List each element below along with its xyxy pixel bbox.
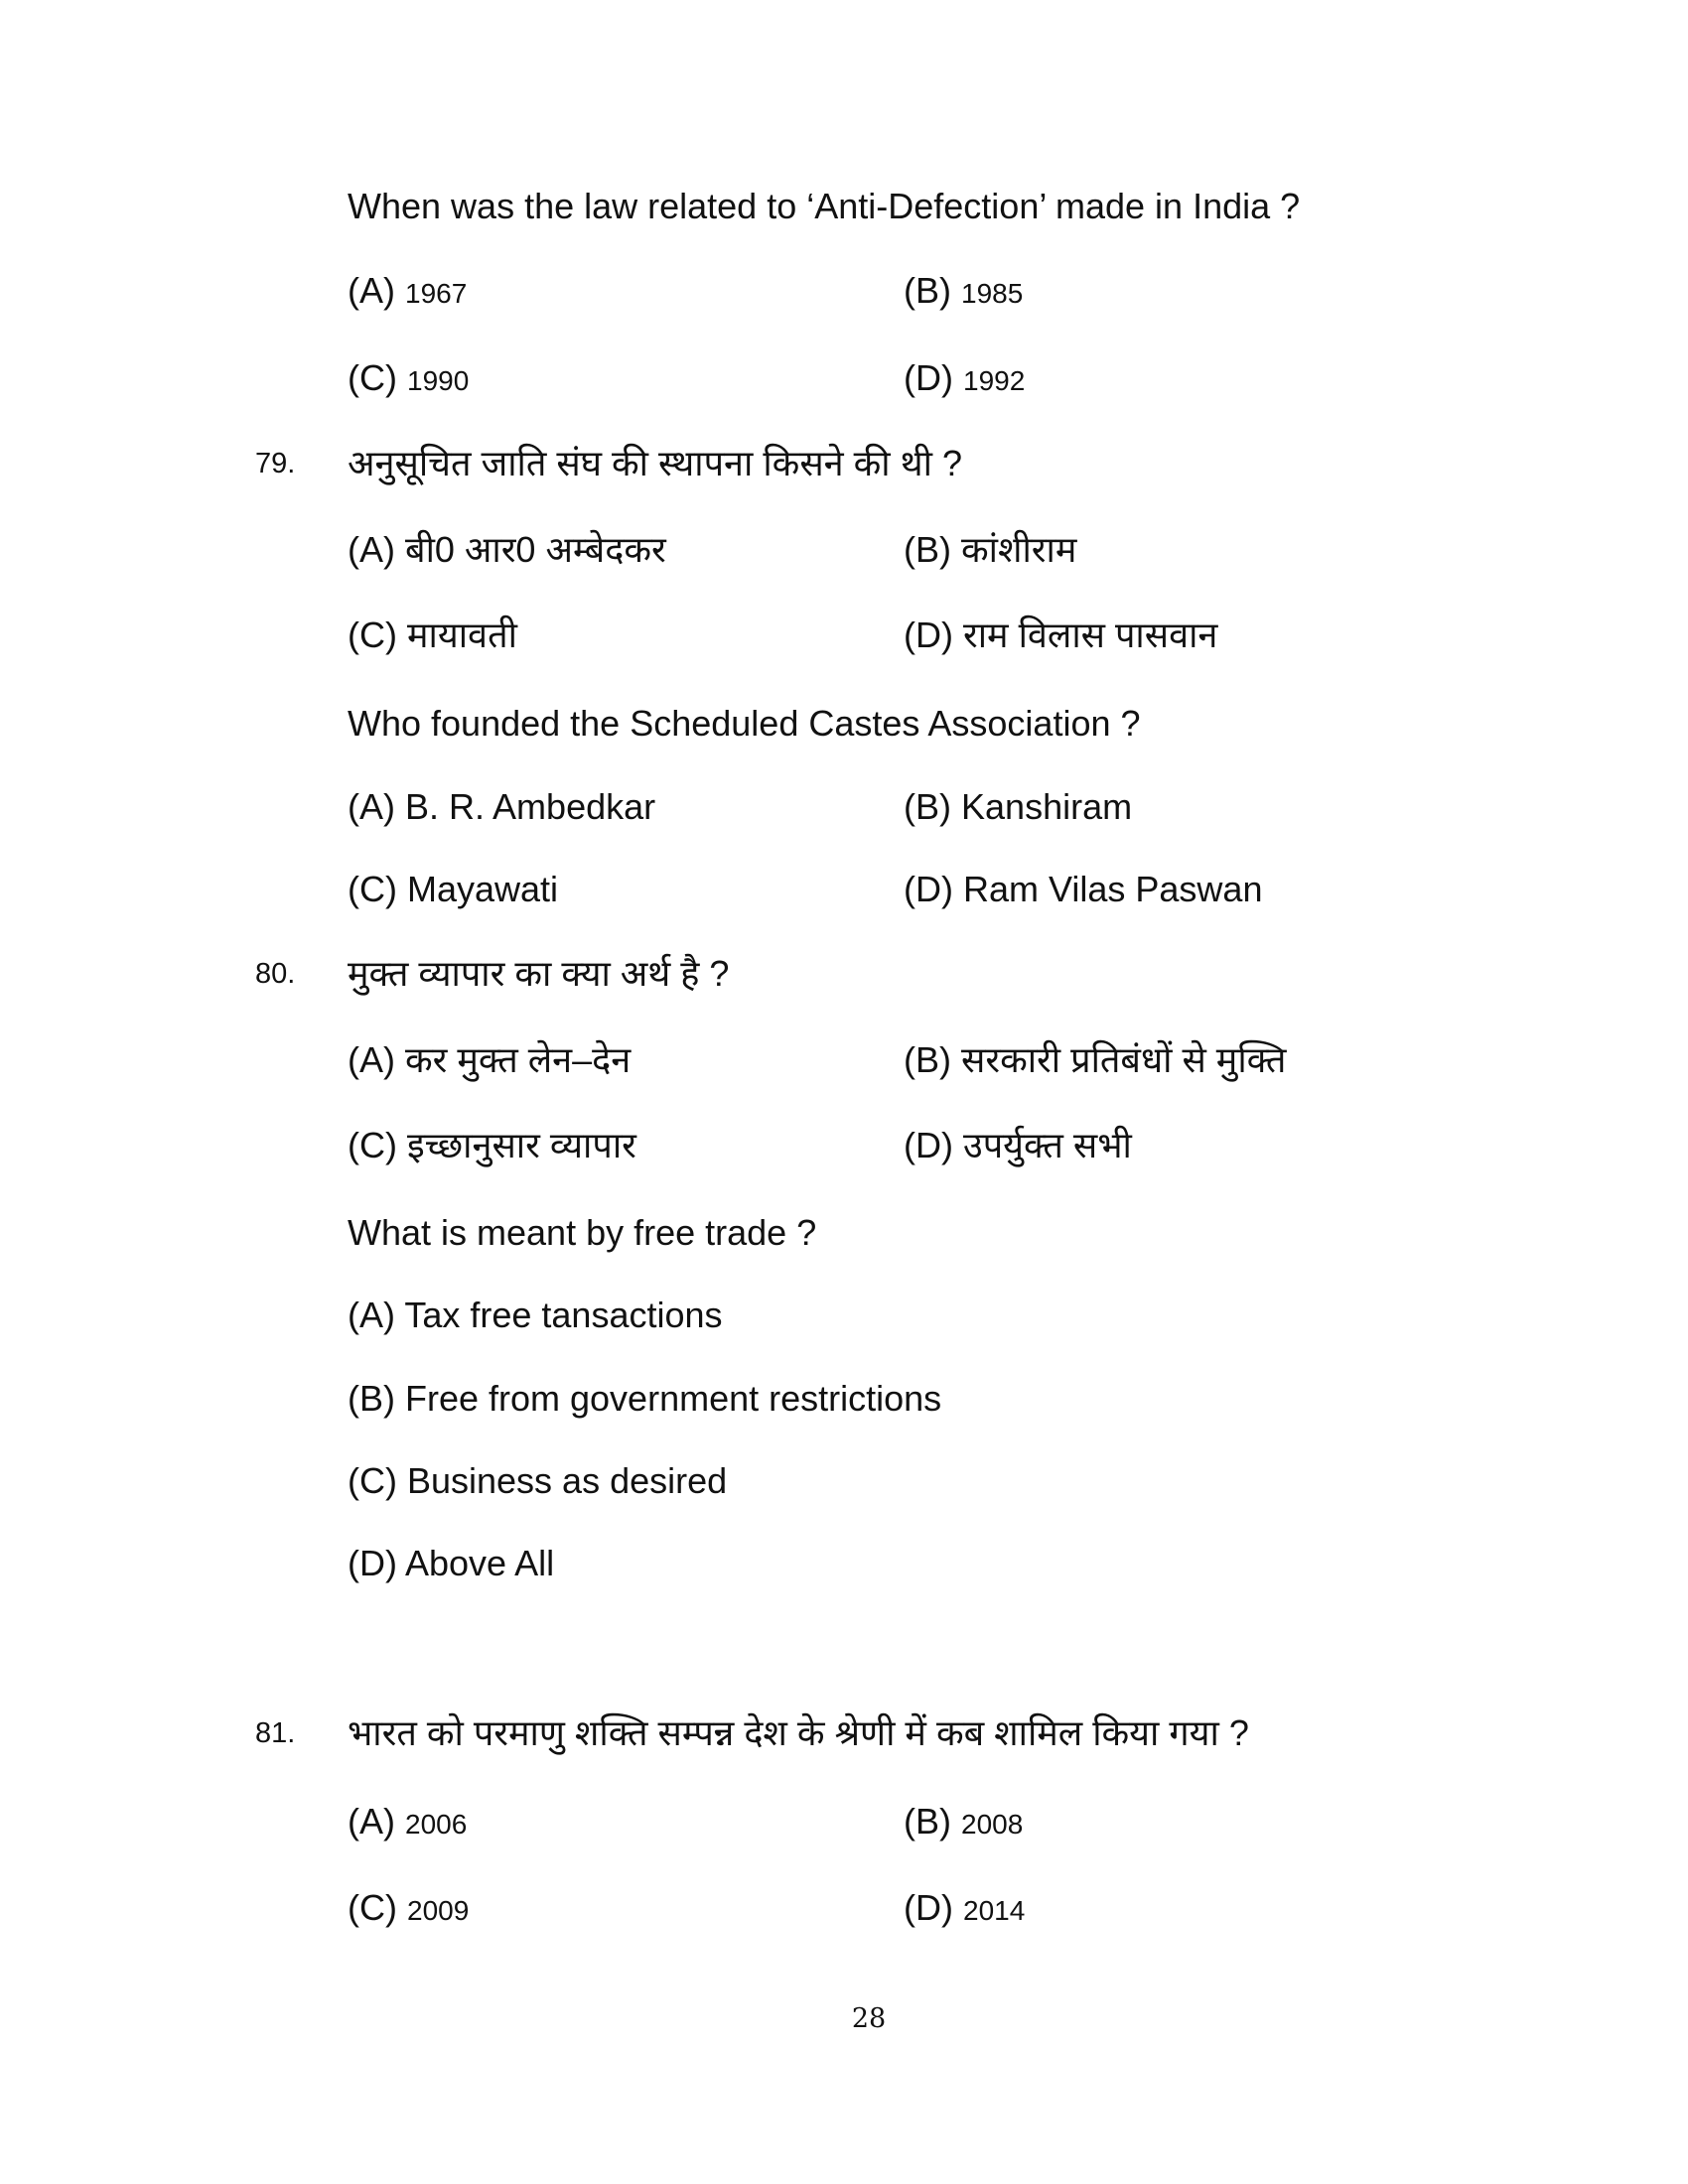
option xyxy=(348,868,558,911)
option-label: (D) xyxy=(904,1125,953,1165)
question-number: 81. xyxy=(255,1717,296,1749)
option xyxy=(904,868,1262,911)
option-label: (A) xyxy=(348,270,395,311)
option-text: 2009 xyxy=(407,1895,470,1926)
option-text: सरकारी प्रतिबंधों से मुक्ति xyxy=(961,1039,1287,1080)
option-text: इच्छानुसार व्यापार xyxy=(407,1125,636,1165)
option-label: (A) xyxy=(348,1801,395,1842)
option xyxy=(348,1038,631,1082)
option xyxy=(904,785,1132,829)
option-label: (D) xyxy=(904,1887,953,1928)
option-label: (A) xyxy=(348,1039,395,1080)
option-text: 2014 xyxy=(963,1895,1026,1926)
option: (B) Free from government restrictions xyxy=(348,1378,942,1419)
option-text: 1985 xyxy=(961,278,1024,309)
option-label: (A) xyxy=(348,529,395,570)
option-label: (D) xyxy=(904,869,953,909)
option-label: (C) xyxy=(348,1887,397,1928)
option xyxy=(904,528,1076,572)
page-number: 28 xyxy=(851,2003,887,2034)
option-text: B. R. Ambedkar xyxy=(405,786,656,827)
question-number: 79. xyxy=(255,448,296,479)
option-text: उपर्युक्त सभी xyxy=(963,1125,1132,1165)
option xyxy=(348,356,469,403)
option xyxy=(348,1124,636,1167)
option-text: Mayawati xyxy=(407,869,559,909)
option-text: 1967 xyxy=(405,278,468,309)
option-text: कांशीराम xyxy=(961,529,1077,570)
option xyxy=(904,269,1023,316)
option-text: Ram Vilas Paswan xyxy=(963,869,1263,909)
option xyxy=(348,785,655,829)
option-label: (D) xyxy=(904,357,953,398)
option-label: (D) xyxy=(904,614,953,655)
option-label: (C) xyxy=(348,614,397,655)
option-label: (B) xyxy=(904,270,951,311)
option-text: कर मुक्त लेन–देन xyxy=(405,1039,632,1080)
q79-en-text: Who founded the Scheduled Castes Association ? xyxy=(348,703,1141,744)
option xyxy=(904,356,1025,403)
option-label: (B) xyxy=(904,529,951,570)
question-number: 80. xyxy=(255,958,296,990)
option-label: (C) xyxy=(348,1125,397,1165)
q79-hi-text: अनुसूचित जाति संघ की स्थापना किसने की थी ? xyxy=(348,443,962,483)
option-text: 1990 xyxy=(407,365,470,396)
option xyxy=(904,1038,1286,1082)
option-label: (B) xyxy=(904,1039,951,1080)
option xyxy=(348,1886,469,1933)
option xyxy=(904,1886,1025,1933)
option: (C) Business as desired xyxy=(348,1460,728,1501)
option-label: (C) xyxy=(348,357,397,398)
q78-en-text: When was the law related to ‘Anti-Defection’ made in India ? xyxy=(348,186,1301,226)
q80-en-text: What is meant by free trade ? xyxy=(348,1212,817,1253)
option-text: मायावती xyxy=(407,614,517,655)
option-text: 2006 xyxy=(405,1809,468,1840)
option-label: (B) xyxy=(904,1801,951,1842)
option xyxy=(348,269,467,316)
option xyxy=(904,614,1217,657)
option xyxy=(348,528,666,572)
option xyxy=(348,614,517,657)
option-text: 2008 xyxy=(961,1809,1024,1840)
option: (A) Tax free tansactions xyxy=(348,1295,723,1335)
option-text: 1992 xyxy=(963,365,1026,396)
option-text: राम विलास पासवान xyxy=(963,614,1218,655)
option-text: बी0 आर0 अम्बेदकर xyxy=(405,529,666,570)
q81-hi-text: भारत को परमाणु शक्ति सम्पन्न देश के श्रेणी में कब शामिल किया गया ? xyxy=(348,1712,1249,1753)
option-label: (C) xyxy=(348,869,397,909)
option xyxy=(904,1124,1132,1167)
option: (D) Above All xyxy=(348,1543,555,1583)
q80-hi-text: मुक्त व्यापार का क्या अर्थ है ? xyxy=(348,953,730,994)
option-text: Kanshiram xyxy=(961,786,1133,827)
option xyxy=(904,1800,1023,1846)
option xyxy=(348,1800,467,1846)
option-label: (A) xyxy=(348,786,395,827)
option-label: (B) xyxy=(904,786,951,827)
